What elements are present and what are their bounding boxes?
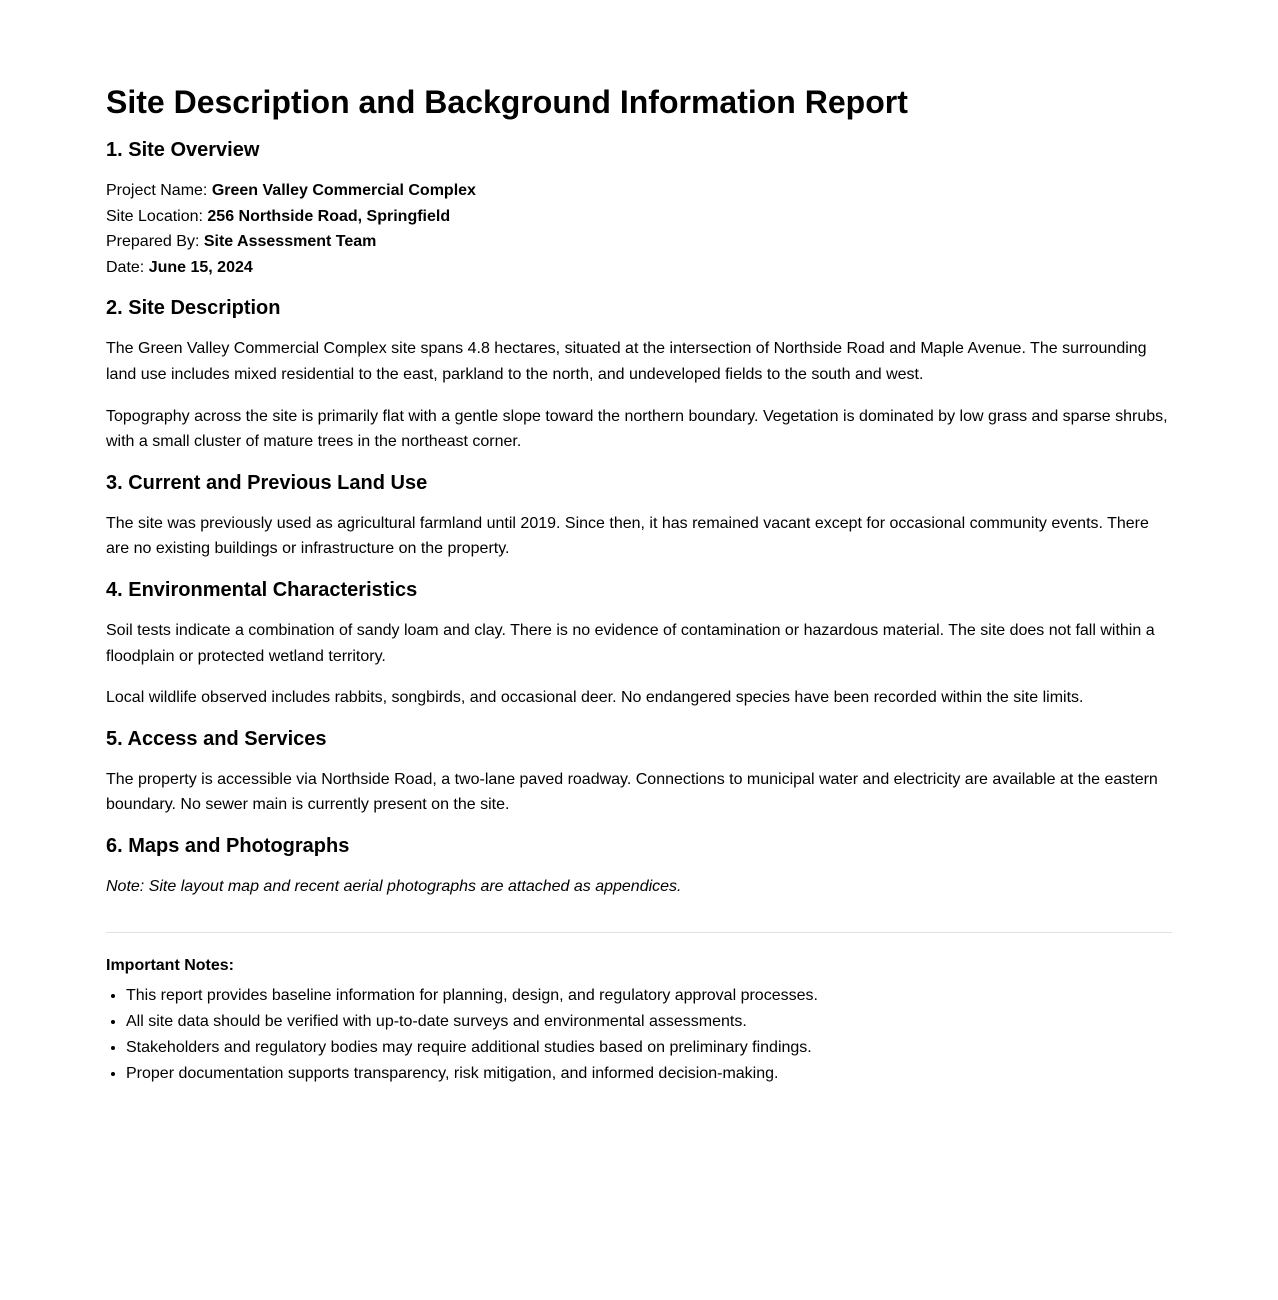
list-item: • Stakeholders and regulatory bodies may require additional studies based on preliminary findings.: [126, 1035, 1172, 1061]
important-notes-title: Important Notes:: [106, 956, 234, 974]
report-title: Site Description and Background Information Report: [106, 84, 908, 120]
prepared-by-label: Prepared By:: [106, 233, 200, 251]
prepared-by-value: Site Assessment Team: [203, 233, 377, 251]
list-item: • This report provides baseline information for planning, design, and regulatory approval processes.: [126, 983, 1172, 1009]
project-name-value: Green Valley Commercial Complex: [211, 182, 476, 199]
project-name-label: Project Name:: [106, 182, 208, 199]
list-item: • All site data should be verified with up-to-date surveys and environmental assessments.: [126, 1009, 1172, 1035]
date-row: [106, 255, 1172, 281]
soil-paragraph: Soil tests indicate a combination of sandy loam and clay. There is no evidence of contamination or hazardous material. The site does not fall within a floodplain or protected wetland territory.: [106, 621, 1155, 665]
prepared-by-row: [106, 229, 1172, 255]
section-divider: [106, 932, 1172, 933]
wildlife-paragraph: Local wildlife observed includes rabbits, songbirds, and occasional deer. No endangered species have been recorded within the site limits.: [106, 689, 1084, 707]
project-name-row: [106, 178, 1172, 204]
overview-details: [106, 178, 1172, 280]
date-label: Date:: [106, 258, 145, 276]
site-description-paragraph: The Green Valley Commercial Complex site spans 4.8 hectares, situated at the intersection of Northside Road and Maple Avenue. The surrounding land use includes mixed residential to the east, parkland to the north, and undeveloped fields to the south and west.: [106, 340, 1147, 383]
important-notes-list: [106, 983, 1172, 1087]
site-location-value: 256 Northside Road, Springfield: [207, 207, 451, 225]
land-use-paragraph: The site was previously used as agricultural farmland until 2019. Since then, it has remained vacant except for occasional community events. There are no existing buildings or infrastructure on the property.: [106, 514, 1149, 558]
section-heading-site-overview: 1. Site Overview: [106, 139, 260, 161]
section-heading-environmental: 4. Environmental Characteristics: [106, 578, 418, 601]
topography-paragraph: Topography across the site is primarily flat with a gentle slope toward the northern boundary. Vegetation is dominated by low grass and sparse shrubs, with a small cluster of mature trees in the northeast corner.: [106, 407, 1168, 451]
section-heading-land-use: 3. Current and Previous Land Use: [106, 471, 428, 494]
maps-note: Note: Site layout map and recent aerial photographs are attached as appendices.: [106, 877, 682, 895]
section-heading-access: 5. Access and Services: [106, 727, 327, 750]
site-location-label: Site Location:: [106, 207, 203, 225]
list-item: • Proper documentation supports transparency, risk mitigation, and informed decision-making.: [126, 1061, 1172, 1087]
section-heading-maps: 6. Maps and Photographs: [106, 834, 350, 857]
date-value: June 15, 2024: [148, 258, 253, 276]
site-location-row: [106, 204, 1172, 230]
access-paragraph: The property is accessible via Northside Road, a two-lane paved roadway. Connections to municipal water and electricity are available at the eastern boundary. No sewer main is currently present on the site.: [106, 770, 1158, 814]
section-heading-site-description: 2. Site Description: [106, 297, 281, 320]
